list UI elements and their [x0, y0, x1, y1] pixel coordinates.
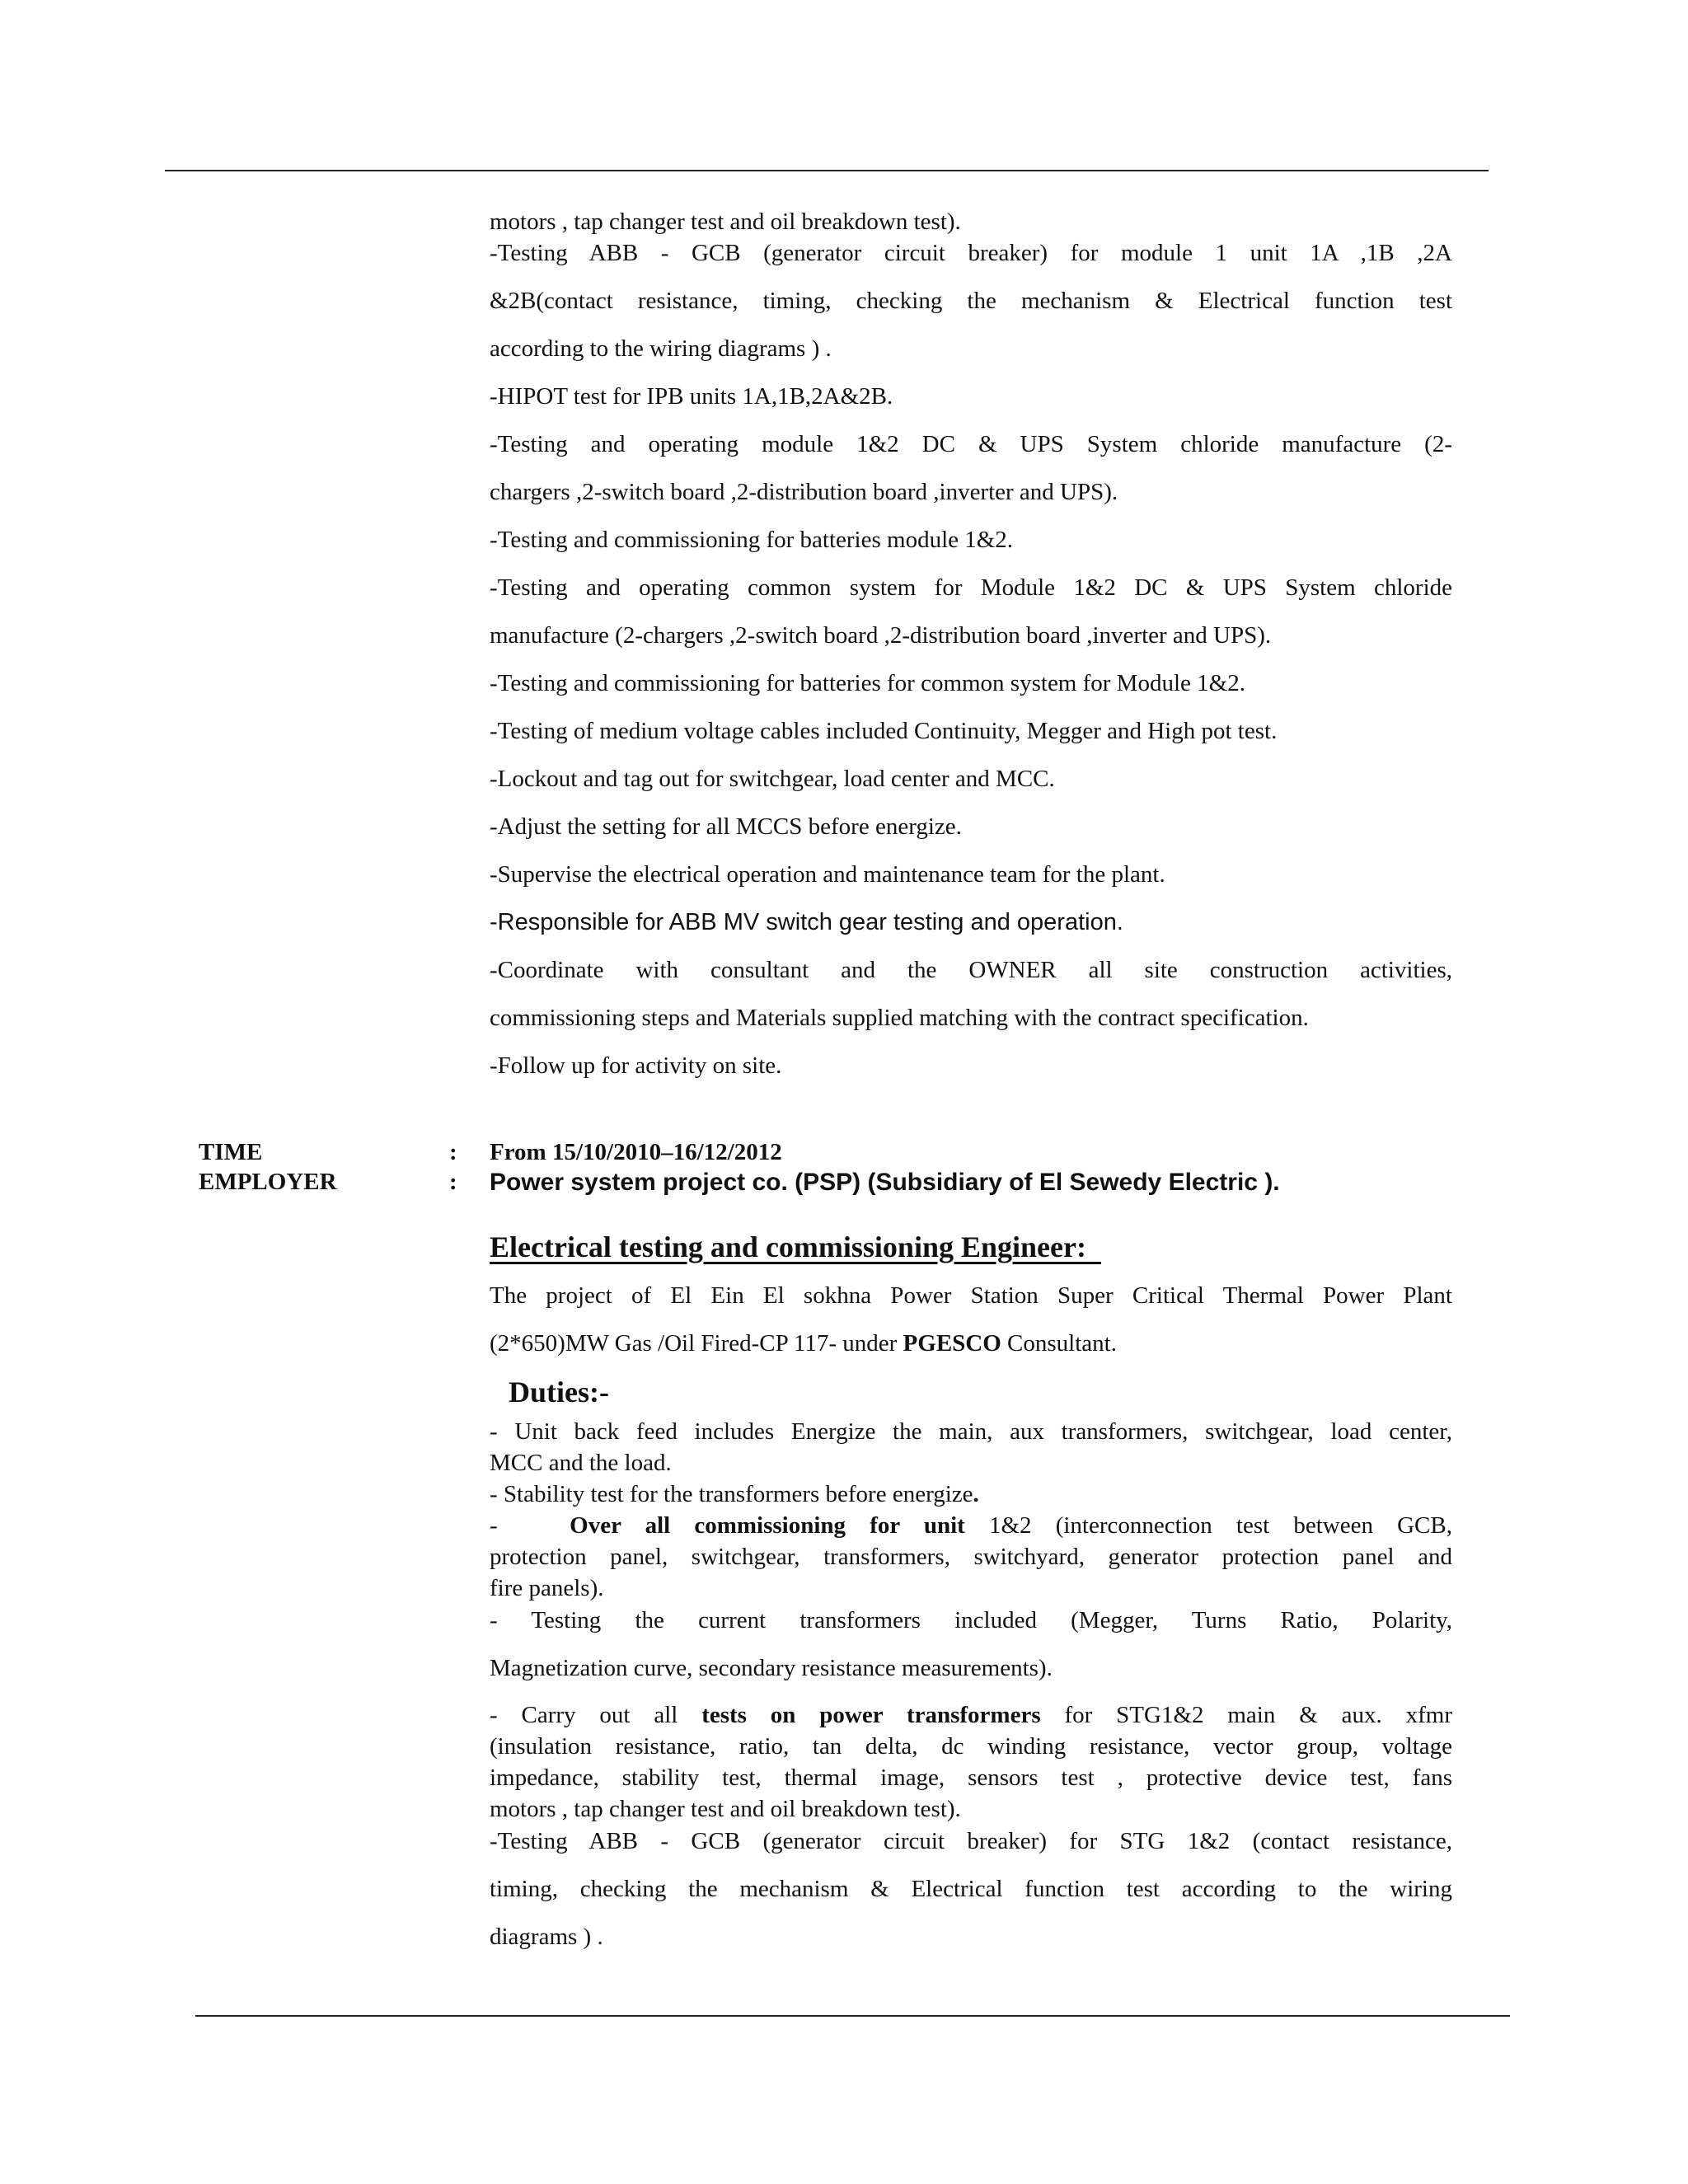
duty-line: motors , tap changer test and oil breakdown test). — [490, 209, 961, 235]
project-text: (2*650)MW Gas /Oil Fired-CP 117- under — [490, 1330, 903, 1357]
duty-line: diagrams ) . — [490, 1924, 603, 1950]
duty-line: fire panels). — [490, 1575, 604, 1601]
duty-line — [490, 1699, 1452, 1731]
duty-line: - Testing the current transformers included (Megger, Turns Ratio, Polarity, — [490, 1607, 1452, 1633]
employer-colon: : — [449, 1169, 457, 1195]
duty-line: -Follow up for activity on site. — [490, 1052, 782, 1079]
duties-heading: Duties:- — [509, 1376, 609, 1408]
duty-line: -Testing and operating module 1&2 DC & UPS System chloride manufacture (2- — [490, 431, 1452, 457]
project-line-2 — [490, 1327, 1452, 1375]
project-text: Consultant. — [1001, 1330, 1117, 1357]
position-title: Electrical testing and commissioning Engineer: — [490, 1230, 1101, 1263]
duty-line: commissioning steps and Materials supplied matching with the contract specification. — [490, 1005, 1309, 1031]
duty-text: for STG1&2 main & aux. xfmr — [1040, 1702, 1452, 1728]
duty-line: (insulation resistance, ratio, tan delta, dc winding resistance, vector group, voltage — [490, 1733, 1452, 1760]
project-description — [490, 1279, 1452, 1375]
duty-line: -Testing ABB - GCB (generator circuit breaker) for STG 1&2 (contact resistance, — [490, 1828, 1452, 1854]
duty-line: impedance, stability test, thermal image, sensors test , protective device test, fans — [490, 1765, 1452, 1791]
duty-line: -Testing and commissioning for batteries module 1&2. — [490, 527, 1014, 553]
consultant-name: PGESCO — [903, 1330, 1001, 1357]
duties-list — [490, 1416, 1452, 1968]
duty-line — [490, 1479, 1452, 1510]
duty-line: Magnetization curve, secondary resistance measurements). — [490, 1655, 1053, 1681]
duty-line: -Testing ABB - GCB (generator circuit breaker) for module 1 unit 1A ,1B ,2A — [490, 240, 1452, 266]
duty-line: according to the wiring diagrams ) . — [490, 335, 832, 362]
duty-line: &2B(contact resistance, timing, checking the mechanism & Electrical function test — [490, 288, 1452, 314]
duty-line: motors , tap changer test and oil breakdown test). — [490, 1796, 961, 1822]
duty-line: protection panel, switchgear, transformers, switchyard, generator protection panel and — [490, 1544, 1452, 1570]
duty-line: -Lockout and tag out for switchgear, load center and MCC. — [490, 766, 1055, 792]
previous-duties-list — [490, 208, 1452, 1097]
duty-line: -HIPOT test for IPB units 1A,1B,2A&2B. — [490, 383, 893, 410]
duty-text: . — [973, 1481, 979, 1507]
duty-line: manufacture (2-chargers ,2-switch board ,2-distribution board ,inverter and UPS). — [490, 622, 1272, 649]
duty-line: - Unit back feed includes Energize the main, aux transformers, switchgear, load center, — [490, 1418, 1452, 1445]
duty-line: -Adjust the setting for all MCCS before energize. — [490, 813, 962, 840]
duty-text: 1&2 (interconnection test between GCB, — [964, 1512, 1452, 1539]
duty-line: -Testing and operating common system for Module 1&2 DC & UPS System chloride — [490, 574, 1452, 601]
duty-line — [490, 1510, 1452, 1541]
bottom-divider — [195, 2015, 1510, 2017]
duty-line: -Supervise the electrical operation and maintenance team for the plant. — [490, 861, 1165, 888]
duty-text: - — [490, 1512, 570, 1539]
duty-line: MCC and the load. — [490, 1450, 672, 1476]
duty-text-bold: Over all commissioning for unit — [570, 1512, 965, 1539]
duty-line: -Coordinate with consultant and the OWNER all site construction activities, — [490, 957, 1452, 983]
time-value: From 15/10/2010–16/12/2012 — [490, 1139, 782, 1165]
time-label: TIME — [199, 1139, 263, 1165]
duty-text: - Stability test for the transformers before energize — [490, 1481, 973, 1507]
top-divider — [165, 170, 1489, 171]
duty-line: -Responsible for ABB MV switch gear testing and operation. — [490, 909, 1123, 935]
duty-line: timing, checking the mechanism & Electrical function test according to the wiring — [490, 1876, 1452, 1902]
duty-line: -Testing and commissioning for batteries for common system for Module 1&2. — [490, 670, 1245, 696]
duty-line: -Testing of medium voltage cables included Continuity, Megger and High pot test. — [490, 718, 1278, 744]
duty-text-bold: tests on power transformers — [701, 1702, 1041, 1728]
employer-label: EMPLOYER — [199, 1169, 337, 1195]
project-line-1: The project of El Ein El sokhna Power Station Super Critical Thermal Power Plant — [490, 1282, 1452, 1309]
duty-line: chargers ,2-switch board ,2-distribution board ,inverter and UPS). — [490, 479, 1118, 505]
time-colon: : — [449, 1139, 457, 1165]
employer-value: Power system project co. (PSP) (Subsidiary of El Sewedy Electric ). — [490, 1169, 1280, 1196]
duty-text: - Carry out all — [490, 1702, 702, 1728]
